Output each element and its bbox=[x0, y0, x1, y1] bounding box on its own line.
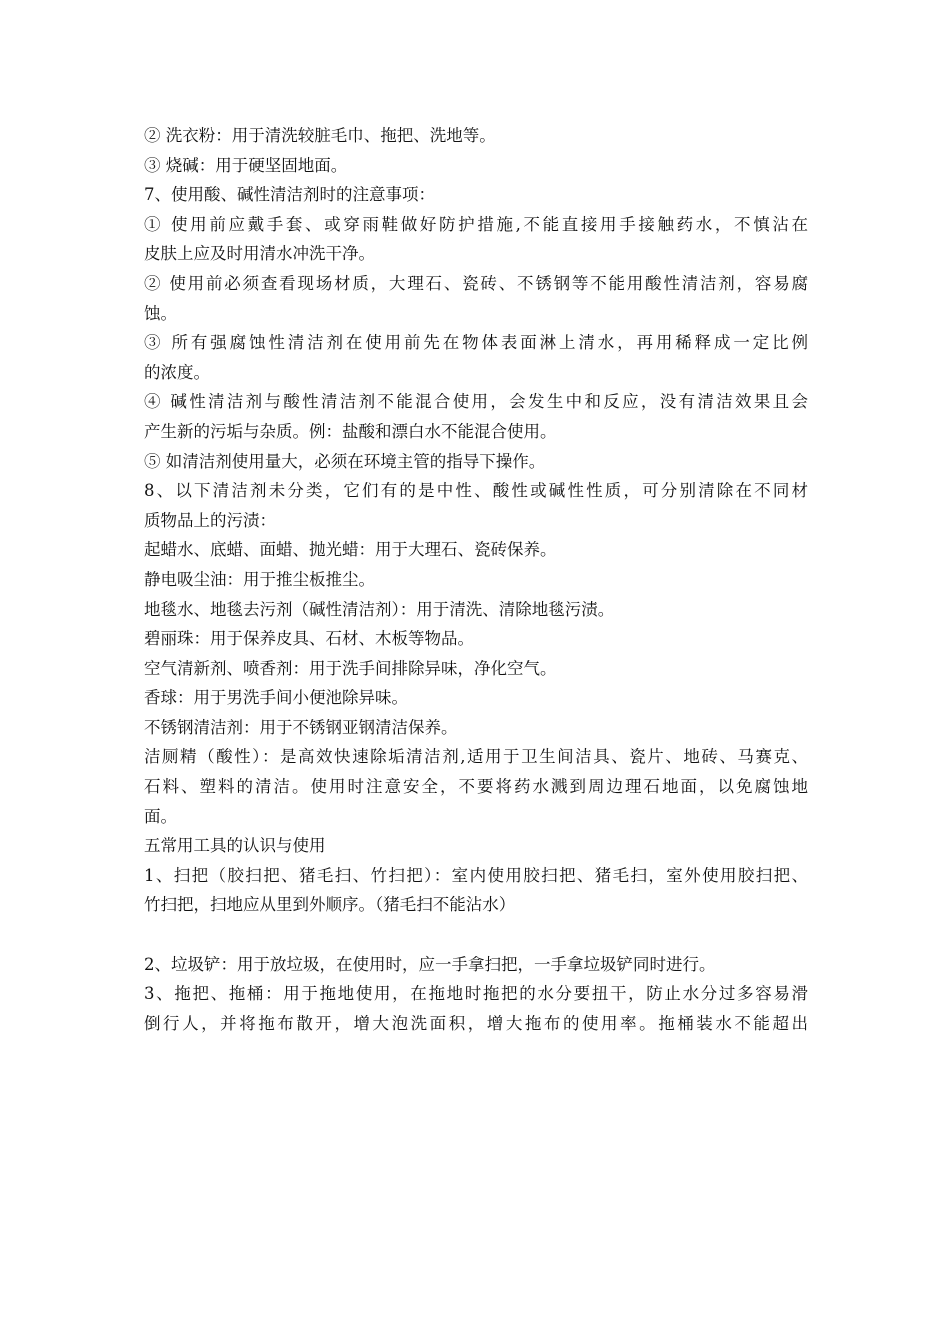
section-heading: 五常用工具的认识与使用 bbox=[144, 836, 326, 856]
text-line: ④ 碱性清洁剂与酸性清洁剂不能混合使用，会发生中和反应，没有清洁效果且会 bbox=[144, 392, 808, 412]
text-line: 石料、塑料的清洁。使用时注意安全，不要将药水溅到周边理石地面，以免腐蚀地 bbox=[144, 777, 808, 797]
text-line: 7、使用酸、碱性清洁剂时的注意事项： bbox=[144, 185, 435, 205]
text-line: 2、垃圾铲：用于放垃圾，在使用时，应一手拿扫把，一手拿垃圾铲同时进行。 bbox=[144, 954, 716, 974]
text-line: 香球：用于男洗手间小便池除异味。 bbox=[144, 688, 408, 708]
text-line: 8、以下清洁剂未分类，它们有的是中性、酸性或碱性性质，可分别清除在不同材 bbox=[144, 481, 808, 501]
document-body bbox=[144, 121, 808, 1038]
text-line: 倒行人，并将拖布散开，增大泡洗面积，增大拖布的使用率。拖桶装水不能超出 bbox=[144, 1013, 808, 1033]
text-line: 起蜡水、底蜡、面蜡、抛光蜡：用于大理石、瓷砖保养。 bbox=[144, 540, 557, 560]
text-line: 地毯水、地毯去污剂（碱性清洁剂）：用于清洗、清除地毯污渍。 bbox=[144, 599, 615, 619]
text-line: 产生新的污垢与杂质。例：盐酸和漂白水不能混合使用。 bbox=[144, 421, 557, 441]
text-line: 的浓度。 bbox=[144, 362, 210, 382]
text-line: 不锈钢清洁剂：用于不锈钢亚钢清洁保养。 bbox=[144, 717, 458, 737]
blank-line bbox=[144, 920, 808, 950]
text-line: ② 使用前必须查看现场材质，大理石、瓷砖、不锈钢等不能用酸性清洁剂，容易腐 bbox=[144, 273, 808, 293]
text-line: 碧丽珠：用于保养皮具、石材、木板等物品。 bbox=[144, 629, 474, 649]
text-line: 质物品上的污渍： bbox=[144, 510, 276, 530]
text-line: ② 洗衣粉：用于清洗较脏毛巾、拖把、洗地等。 bbox=[144, 126, 496, 145]
text-line: 竹扫把，扫地应从里到外顺序。（猪毛扫不能沾水） bbox=[144, 895, 516, 915]
text-line: 空气清新剂、喷香剂：用于洗手间排除异味，净化空气。 bbox=[144, 658, 557, 678]
text-line: 面。 bbox=[144, 806, 177, 826]
text-line: 1、扫把（胶扫把、猪毛扫、竹扫把）：室内使用胶扫把、猪毛扫，室外使用胶扫把、 bbox=[144, 865, 808, 885]
text-line: 3、拖把、拖桶：用于拖地使用，在拖地时拖把的水分要扭干，防止水分过多容易滑 bbox=[144, 984, 808, 1004]
text-line: 皮肤上应及时用清水冲洗干净。 bbox=[144, 244, 375, 264]
text-line: 静电吸尘油：用于推尘板推尘。 bbox=[144, 569, 375, 589]
text-line: ③ 烧碱：用于硬坚固地面。 bbox=[144, 155, 348, 175]
text-line: 洁厕精（酸性）：是高效快速除垢清洁剂,适用于卫生间洁具、瓷片、地砖、马赛克、 bbox=[144, 747, 808, 767]
text-line: ① 使用前应戴手套、或穿雨鞋做好防护措施,不能直接用手接触药水，不慎沾在 bbox=[144, 214, 808, 234]
text-line: ⑤ 如清洁剂使用量大，必须在环境主管的指导下操作。 bbox=[144, 451, 546, 471]
text-line: ③ 所有强腐蚀性清洁剂在使用前先在物体表面淋上清水，再用稀释成一定比例 bbox=[144, 333, 808, 353]
text-line: 蚀。 bbox=[144, 303, 177, 323]
